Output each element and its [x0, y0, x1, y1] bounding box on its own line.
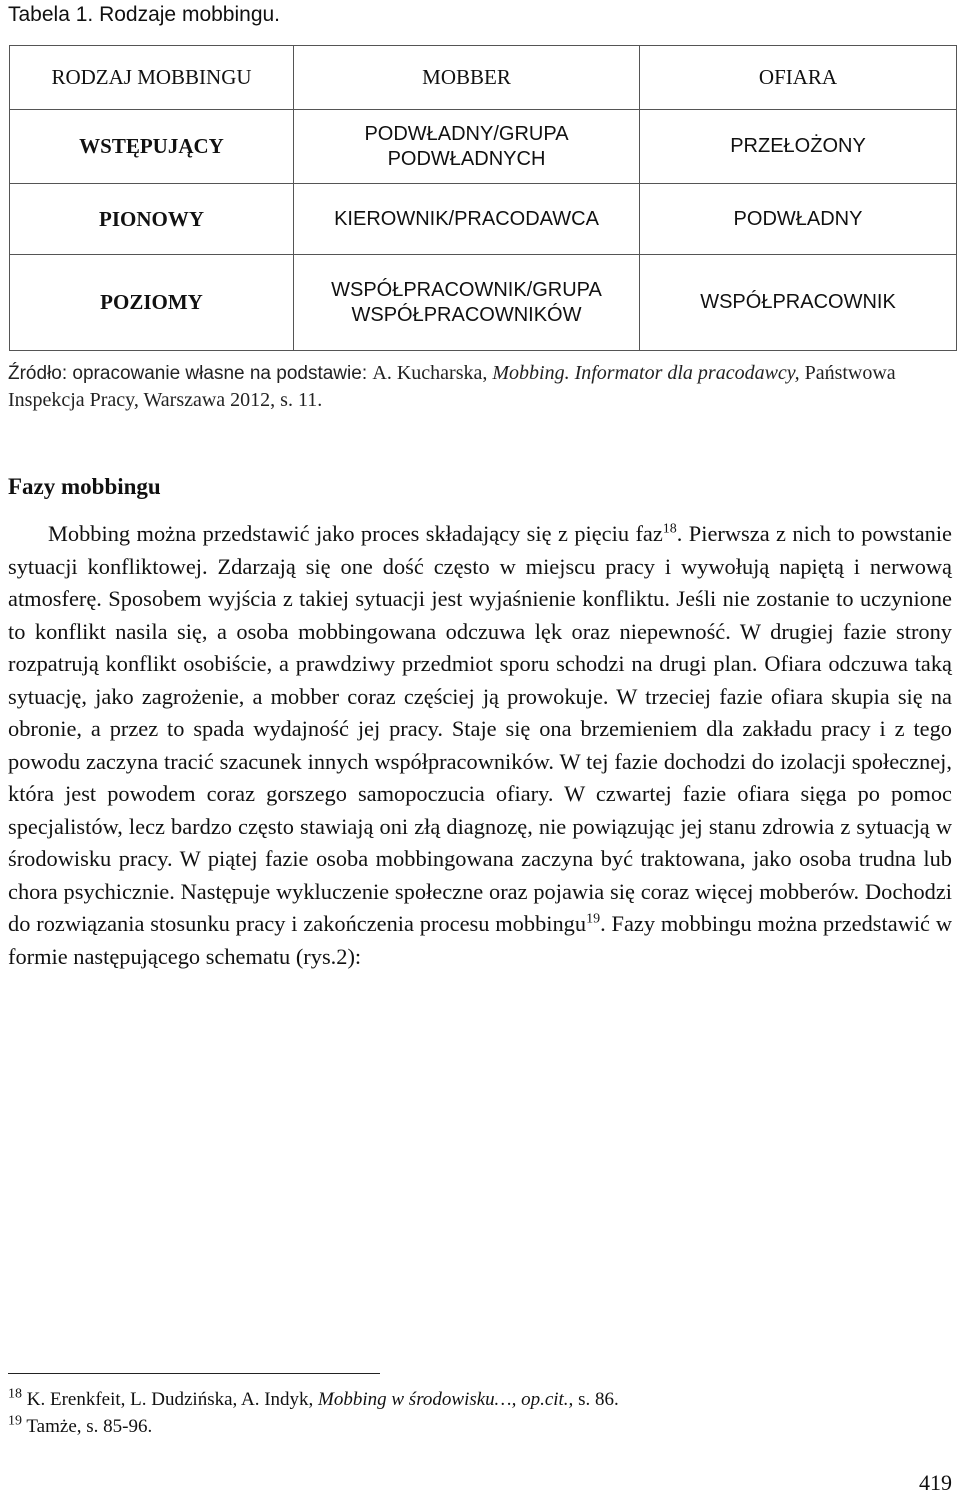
- footnote-divider: [8, 1373, 380, 1374]
- footnote-text: K. Erenkfeit, L. Dudzińska, A. Indyk,: [22, 1389, 319, 1410]
- source-rest: Państwowa Inspekcja Pracy, Warszawa 2012, s. 11.: [8, 362, 896, 411]
- row-mobber-line: PODWŁADNY/GRUPA: [364, 122, 569, 145]
- footnote-text: s. 86.: [573, 1389, 619, 1410]
- row-mobber: [294, 110, 640, 184]
- row-victim: PRZEŁOŻONY: [640, 110, 957, 184]
- footnote-number: 18: [8, 1386, 22, 1402]
- row-victim: WSPÓŁPRACOWNIK: [640, 255, 957, 351]
- mobbing-types-table: [9, 45, 957, 351]
- footnotes: [8, 1386, 952, 1440]
- row-mobber-line: WSPÓŁPRACOWNIK/GRUPA: [331, 278, 602, 301]
- footnote-ref[interactable]: 19: [586, 911, 601, 927]
- row-kind: WSTĘPUJĄCY: [10, 110, 294, 184]
- table-source-note: [8, 360, 952, 414]
- source-prefix: Źródło: opracowanie własne na podstawie:: [8, 363, 373, 384]
- row-kind: PIONOWY: [10, 184, 294, 255]
- section-heading: Fazy mobbingu: [8, 474, 161, 499]
- table-header-row: [10, 46, 957, 110]
- header-kind: RODZAJ MOBBINGU: [10, 46, 294, 110]
- table-caption: Tabela 1. Rodzaje mobbingu.: [8, 3, 281, 26]
- row-mobber-line: WSPÓŁPRACOWNIKÓW: [351, 303, 582, 326]
- footnote-text: Tamże, s. 85-96.: [22, 1416, 153, 1437]
- row-mobber: [294, 255, 640, 351]
- header-mobber: MOBBER: [294, 46, 640, 110]
- paragraph-text: Mobbing można przedstawić jako proces składający się z pięciu faz: [48, 521, 663, 546]
- source-title: Mobbing. Informator dla pracodawcy,: [492, 362, 800, 384]
- page-number: 419: [919, 1470, 952, 1495]
- footnote: [8, 1413, 952, 1440]
- table-row: [10, 184, 957, 255]
- footnote: [8, 1386, 952, 1413]
- paragraph-text: . Pierwsza z nich to powstanie sytuacji konfliktowej. Zdarzają się one dość często w miejscu pracy i wywołują napiętą i nerwową atmosferę. Sposobem wyjścia z takiej sytuacji jest wyjaśnienie konfliktu. Jeśli nie zostanie to uczynione to konflikt nasila się, a osoba mobbingowana odczuwa lęk oraz niepewność. W drugiej fazie strony rozpatrują konflikt osobiście, a prawdziwy przedmiot sporu schodzi na drugi plan. Ofiara odczuwa taką sytuację, jako zagrożenie, a mobber coraz częściej ją prowokuje. W trzeciej fazie ofiara skupia się na obronie, a przez to spada wydajność jej pracy. Staje się ona brzemieniem dla zakładu pracy i z tego powodu zaczyna tracić szacunek innych współpracowników. W tej fazie dochodzi do izolacji społecznej, która jest powodem coraz gorszego samopoczucia ofiary. W czwartej fazie ofiara sięga po pomoc specjalistów, lecz bardzo często stawiają oni złą diagnozę, nie powiązując jej stanu zdrowia z sytuacją w środowisku pracy. W piątej fazie osoba mobbingowana zaczyna być traktowana, jako osoba trudna lub chora psychicznie. Następuje wykluczenie społeczne oraz pojawia się coraz więcej mobberów. Dochodzi do rozwiązania stosunku pracy i zakończenia procesu mobbingu: [8, 521, 952, 936]
- table-row: [10, 110, 957, 184]
- header-victim: OFIARA: [640, 46, 957, 110]
- source-author: A. Kucharska,: [372, 362, 493, 384]
- footnote-number: 19: [8, 1413, 22, 1429]
- row-victim: PODWŁADNY: [640, 184, 957, 255]
- row-kind: POZIOMY: [10, 255, 294, 351]
- footnote-ref[interactable]: 18: [662, 521, 677, 537]
- table-row: [10, 255, 957, 351]
- row-mobber: [294, 184, 640, 255]
- row-mobber-line: KIEROWNIK/PRACODAWCA: [334, 207, 599, 230]
- paragraph-text: . Fazy mobbingu można przedstawić w formie następującego schematu (rys.2):: [8, 911, 952, 969]
- body-paragraph: [8, 518, 952, 973]
- footnote-italic: Mobbing w środowisku…, op.cit.,: [318, 1389, 574, 1410]
- row-mobber-line: PODWŁADNYCH: [387, 147, 546, 170]
